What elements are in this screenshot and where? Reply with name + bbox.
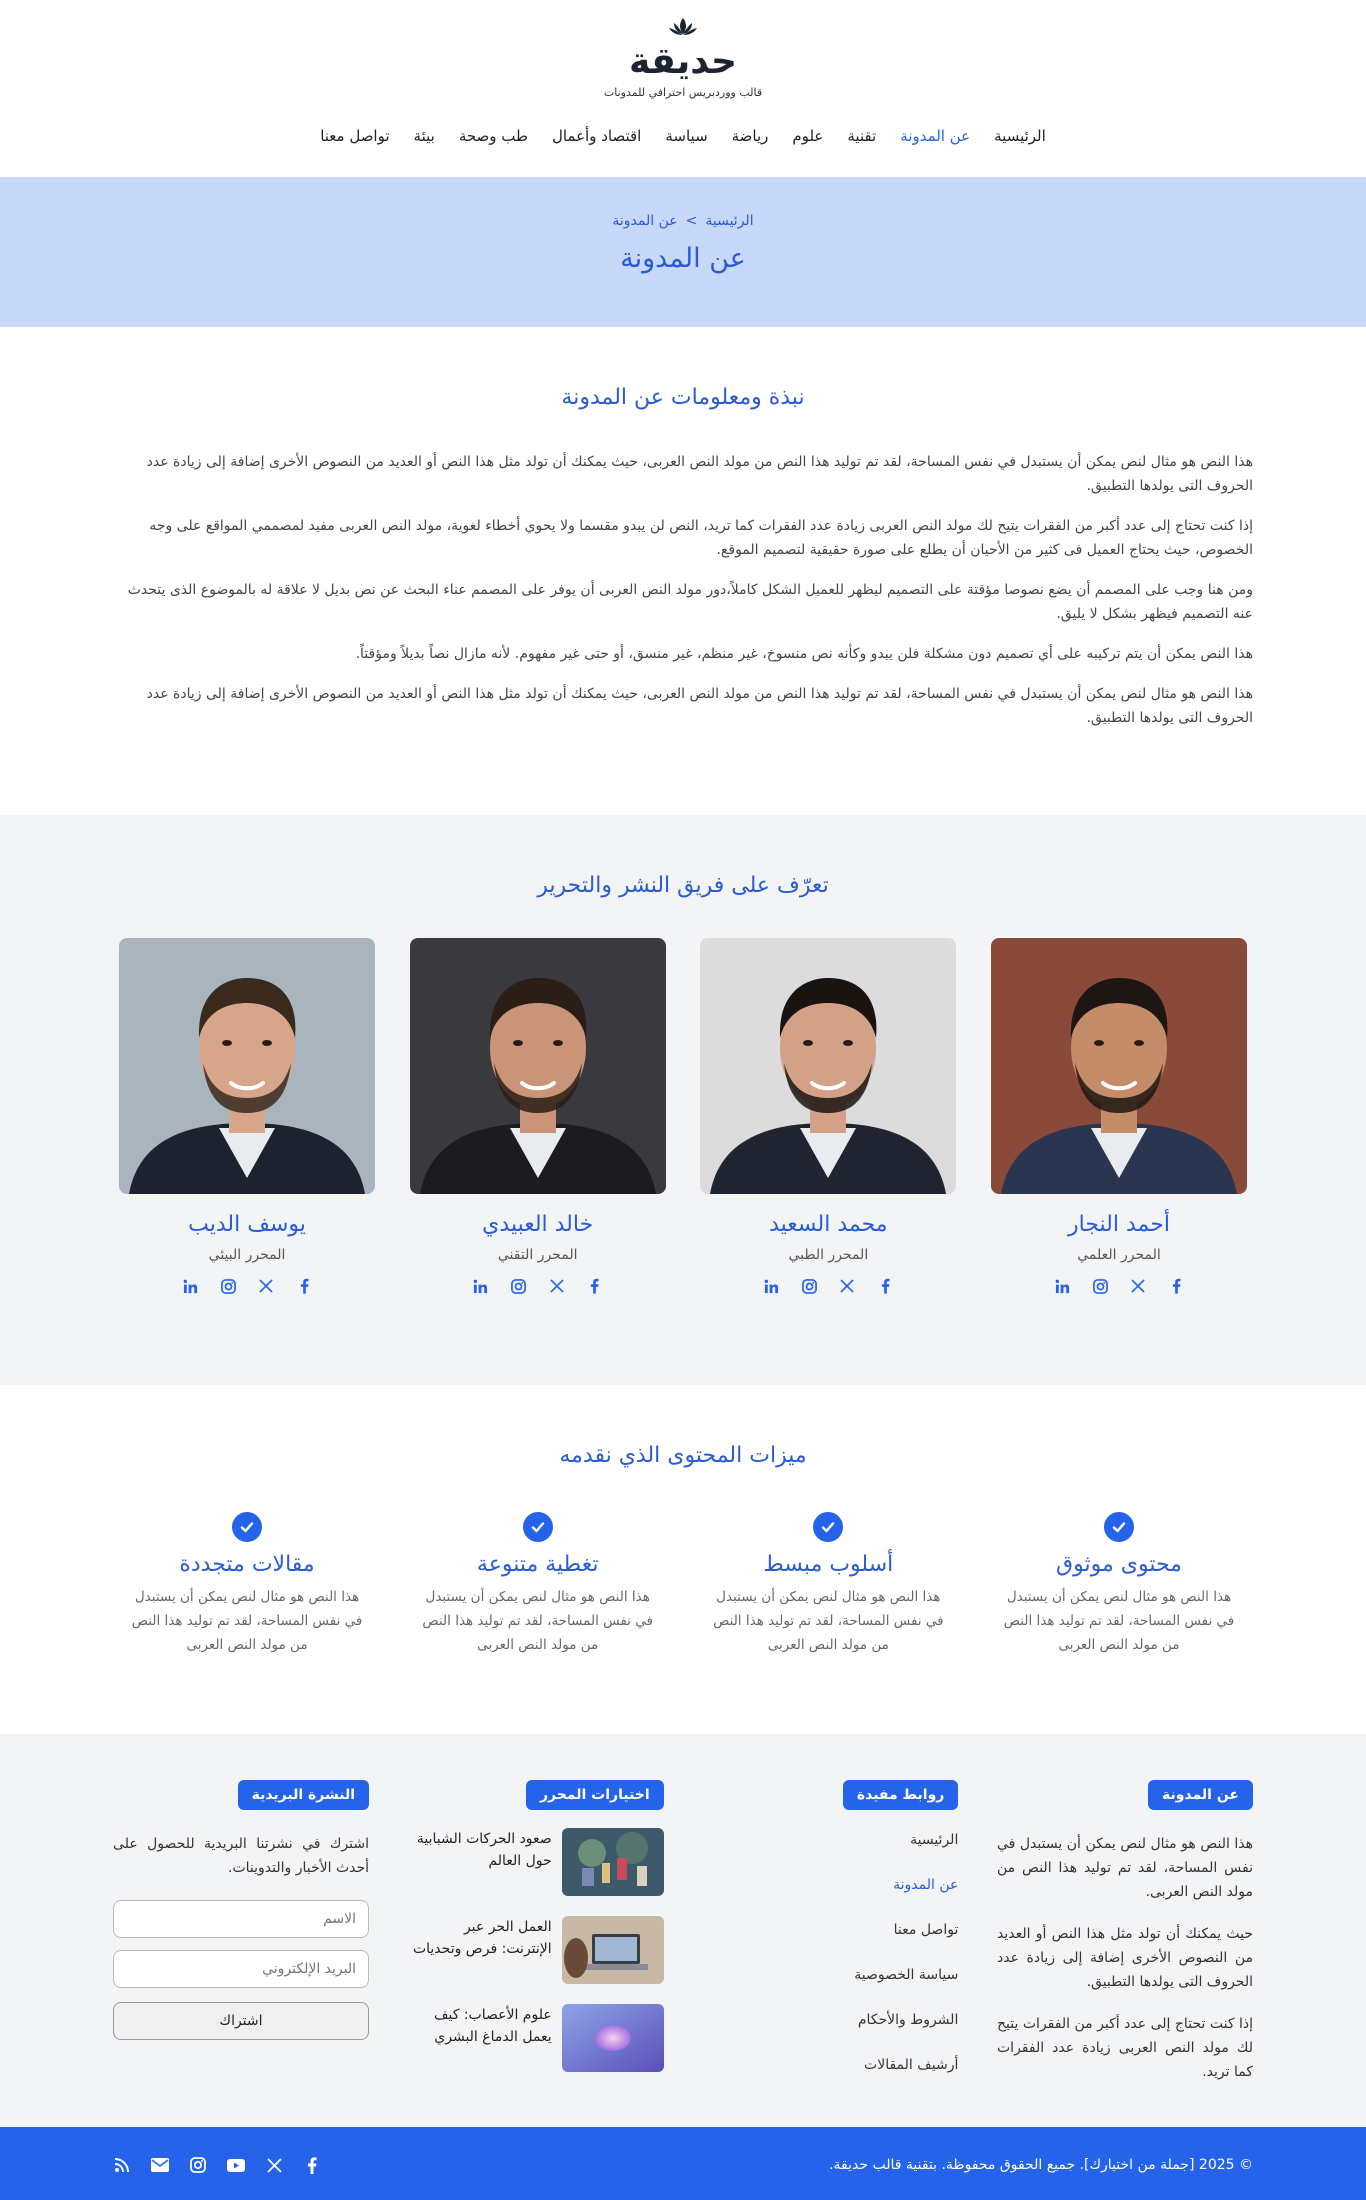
breadcrumb-current: عن المدونة [612, 213, 678, 229]
site-footer [0, 1734, 1366, 2127]
check-circle-icon [232, 1512, 262, 1542]
pick-title[interactable]: علوم الأعصاب: كيف يعمل الدماغ البشري [433, 2007, 552, 2045]
rss-icon[interactable] [113, 2156, 131, 2174]
footer-about-text: هذا النص هو مثال لنص يمكن أن يستبدل في نفس المساحة، لقد تم توليد هذا النص من مولد النص العربى. [997, 1836, 1253, 1900]
x-icon[interactable] [257, 1277, 275, 1295]
member-name[interactable]: أحمد النجار [1068, 1212, 1170, 1237]
newsletter-email-input[interactable] [113, 1950, 369, 1988]
linkedin-icon[interactable] [762, 1277, 780, 1295]
member-social-links [410, 1277, 666, 1295]
footer-social-links [113, 2156, 321, 2174]
nav-item-environment[interactable]: بيئة [413, 127, 435, 145]
site-title[interactable]: حديقة [629, 41, 737, 82]
about-paragraph: هذا النص يمكن أن يتم تركيبه على أي تصميم دون مشكلة فلن يبدو وكأنه نص منسوخ، غير منظم، غير منسق، أو حتى غير مفهوم. لأنه مازال نصاً بديلاً ومؤقتاً. [355, 646, 1253, 662]
team-member-card [410, 938, 666, 1295]
member-photo [991, 938, 1247, 1194]
instagram-icon[interactable] [219, 1277, 237, 1295]
pick-thumbnail[interactable] [562, 1828, 664, 1896]
team-member-card [700, 938, 956, 1295]
pick-title[interactable]: العمل الحر عبر الإنترنت: فرص وتحديات [412, 1919, 552, 1957]
footer-link-privacy[interactable]: سياسة الخصوصية [854, 1967, 959, 1983]
footer-about-text: إذا كنت تحتاج إلى عدد أكبر من الفقرات يتيح لك مولد النص العربى زيادة عدد الفقرات كما تريد. [997, 2016, 1253, 2080]
x-icon[interactable] [838, 1277, 856, 1295]
features-grid [113, 1512, 1253, 1657]
copyright-text: © 2025 [جملة من اختيارك]. جميع الحقوق محفوظة. بتقنية قالب حديقة. [829, 2157, 1253, 2173]
page-hero [0, 177, 1366, 327]
feature-card [410, 1512, 666, 1657]
about-paragraph: ومن هنا وجب على المصمم أن يضع نصوصا مؤقتة على التصميم ليظهر للعميل الشكل كاملاً،دور مولد النص العربى أن يوفر على المصمم عناء البحث عن نص بديل لا علاقة له بالموضوع الذى يتحدث عنه التصميم فيظهر بشكل لا يليق. [127, 582, 1253, 622]
member-social-links [700, 1277, 956, 1295]
feature-title: أسلوب مبسط [763, 1552, 894, 1577]
lotus-logo-icon[interactable] [668, 16, 698, 38]
about-paragraph: هذا النص هو مثال لنص يمكن أن يستبدل في نفس المساحة، لقد تم توليد هذا النص من مولد النص العربى، حيث يمكنك أن تولد مثل هذا النص أو العديد من النصوص الأخرى إضافة إلى زيادة عدد الحروف التى يولدها التطبيق. [146, 454, 1253, 494]
feature-card [991, 1512, 1247, 1657]
linkedin-icon[interactable] [181, 1277, 199, 1295]
team-section [0, 815, 1366, 1385]
feature-text: هذا النص هو مثال لنص يمكن أن يستبدل في نفس المساحة، لقد تم توليد هذا النص من مولد النص العربى [713, 1589, 944, 1653]
nav-item-home[interactable]: الرئيسية [994, 127, 1046, 145]
breadcrumb-separator: > [685, 213, 698, 229]
facebook-icon[interactable] [586, 1277, 604, 1295]
member-social-links [119, 1277, 375, 1295]
footer-link-home[interactable]: الرئيسية [910, 1832, 959, 1848]
footer-about-heading: عن المدونة [1148, 1780, 1253, 1810]
pick-title[interactable]: صعود الحركات الشبابية حول العالم [416, 1831, 552, 1869]
editor-pick-item[interactable] [408, 1916, 664, 1986]
newsletter-name-input[interactable] [113, 1900, 369, 1938]
nav-item-science[interactable]: علوم [792, 127, 824, 145]
member-name[interactable]: محمد السعيد [769, 1212, 888, 1237]
member-role: المحرر التقني [497, 1247, 578, 1263]
feature-card [119, 1512, 375, 1657]
nav-item-tech[interactable]: تقنية [847, 127, 877, 145]
nav-item-politics[interactable]: سياسة [665, 127, 708, 145]
facebook-icon[interactable] [303, 2156, 321, 2174]
footer-links-list [702, 1828, 958, 2098]
facebook-icon[interactable] [295, 1277, 313, 1295]
instagram-icon[interactable] [189, 2156, 207, 2174]
feature-text: هذا النص هو مثال لنص يمكن أن يستبدل في نفس المساحة، لقد تم توليد هذا النص من مولد النص العربى [131, 1589, 363, 1653]
feature-text: هذا النص هو مثال لنص يمكن أن يستبدل في نفس المساحة، لقد تم توليد هذا النص من مولد النص العربى [422, 1589, 653, 1653]
about-paragraph: هذا النص هو مثال لنص يمكن أن يستبدل في نفس المساحة، لقد تم توليد هذا النص من مولد النص العربى، حيث يمكنك أن تولد مثل هذا النص أو العديد من النصوص الأخرى إضافة إلى زيادة عدد الحروف التى يولدها التطبيق. [146, 686, 1253, 726]
facebook-icon[interactable] [1167, 1277, 1185, 1295]
about-section [0, 327, 1366, 815]
features-heading: ميزات المحتوى الذي نقدمه [559, 1443, 807, 1468]
feature-title: تغطية متنوعة [476, 1552, 599, 1577]
feature-card [700, 1512, 956, 1657]
feature-title: مقالات متجددة [179, 1552, 315, 1577]
member-name[interactable]: خالد العبيدي [482, 1212, 594, 1237]
main-nav [0, 127, 1366, 145]
about-paragraph: إذا كنت تحتاج إلى عدد أكبر من الفقرات يتيح لك مولد النص العربى زيادة عدد الفقرات كما تريد، النص لن يبدو مقسما ولا يحوي أخطاء لغوية، مولد النص العربى مفيد لمصممي المواقع على وجه الخصوص، حيث يحتاج العميل فى كثير من الأحيان أن يطلع على صورة حقيقية لتصميم الموقع. [149, 518, 1253, 558]
breadcrumb-home[interactable]: الرئيسية [705, 213, 754, 229]
editor-pick-item[interactable] [408, 1828, 664, 1898]
instagram-icon[interactable] [510, 1277, 528, 1295]
about-heading: نبذة ومعلومات عن المدونة [561, 385, 805, 410]
feature-title: محتوى موثوق [1056, 1552, 1182, 1577]
member-role: المحرر البيئي [208, 1247, 286, 1263]
check-circle-icon [523, 1512, 553, 1542]
footer-about [997, 1780, 1253, 2098]
editor-picks-heading: اختيارات المحرر [526, 1780, 664, 1810]
newsletter-text: اشترك في نشرتنا البريدية للحصول على أحدث الأخبار والتدوينات. [113, 1836, 370, 1876]
site-header [0, 0, 1366, 177]
pick-thumbnail[interactable] [562, 1916, 664, 1984]
member-social-links [991, 1277, 1247, 1295]
email-icon[interactable] [151, 2156, 169, 2174]
newsletter-heading: النشرة البريدية [238, 1780, 369, 1810]
facebook-icon[interactable] [876, 1277, 894, 1295]
nav-item-contact[interactable]: تواصل معنا [320, 127, 390, 145]
features-section [0, 1385, 1366, 1734]
footer-about-text: حيث يمكنك أن تولد مثل هذا النص أو العديد من النصوص الأخرى إضافة إلى زيادة عدد الحروف التى يولدها التطبيق. [997, 1926, 1253, 1990]
instagram-icon[interactable] [800, 1277, 818, 1295]
footer-newsletter [113, 1780, 369, 2098]
team-member-card [119, 938, 375, 1295]
footer-link-contact[interactable]: تواصل معنا [893, 1922, 959, 1938]
breadcrumb [0, 213, 1366, 229]
footer-links [702, 1780, 958, 2098]
member-role: المحرر الطبي [788, 1247, 869, 1263]
pick-thumbnail[interactable] [562, 2004, 664, 2072]
team-heading: تعرّف على فريق النشر والتحرير [537, 873, 829, 898]
member-photo [700, 938, 956, 1194]
site-tagline: قالب ووردبريس احترافي للمدونات [603, 86, 763, 99]
subscribe-button[interactable]: اشتراك [113, 2002, 369, 2040]
member-name[interactable]: يوسف الديب [188, 1212, 306, 1237]
member-photo [119, 938, 375, 1194]
footer-link-archive[interactable]: أرشيف المقالات [864, 2057, 959, 2073]
instagram-icon[interactable] [1091, 1277, 1109, 1295]
page-title: عن المدونة [620, 243, 746, 274]
team-member-card [991, 938, 1247, 1295]
member-role: المحرر العلمي [1077, 1247, 1161, 1263]
check-circle-icon [813, 1512, 843, 1542]
member-photo [410, 938, 666, 1194]
youtube-icon[interactable] [227, 2156, 245, 2174]
footer-link-about[interactable]: عن المدونة [893, 1877, 959, 1893]
x-icon[interactable] [1129, 1277, 1147, 1295]
about-paragraphs [113, 450, 1253, 730]
footer-links-heading: روابط مفيدة [843, 1780, 959, 1810]
feature-text: هذا النص هو مثال لنص يمكن أن يستبدل في نفس المساحة، لقد تم توليد هذا النص من مولد النص العربى [1003, 1589, 1235, 1653]
linkedin-icon[interactable] [1053, 1277, 1071, 1295]
footer-editor-picks [408, 1780, 664, 2098]
linkedin-icon[interactable] [472, 1277, 490, 1295]
nav-item-health[interactable]: طب وصحة [458, 127, 528, 145]
nav-item-sports[interactable]: رياضة [731, 127, 769, 145]
nav-item-about[interactable]: عن المدونة [900, 127, 971, 145]
footer-link-terms[interactable]: الشروط والأحكام [857, 2012, 959, 2028]
x-icon[interactable] [265, 2156, 283, 2174]
team-grid [113, 938, 1253, 1295]
x-icon[interactable] [548, 1277, 566, 1295]
editor-pick-item[interactable] [408, 2004, 664, 2074]
check-circle-icon [1104, 1512, 1134, 1542]
footer-bottom-bar [0, 2127, 1366, 2200]
nav-item-economy[interactable]: اقتصاد وأعمال [551, 127, 642, 145]
